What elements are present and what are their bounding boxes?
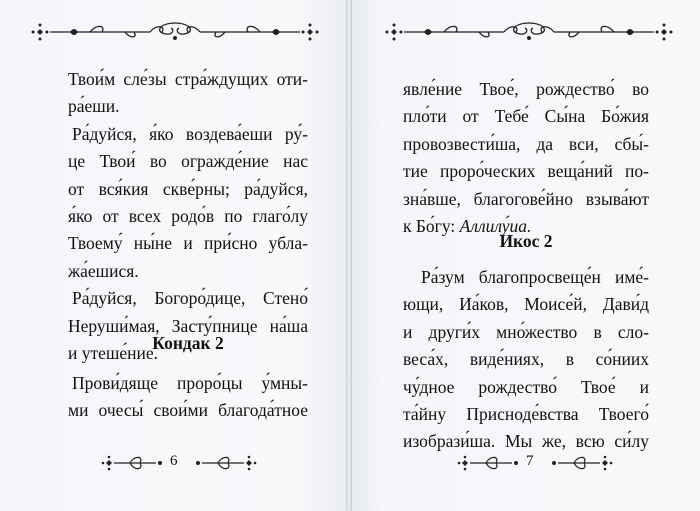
text-line: явле́ние Твое́, рождество́ во (403, 79, 649, 99)
right-body-text-2 (403, 264, 649, 456)
text-line: Прови́дяще проро́цы у́мны- (72, 373, 308, 393)
text-line: та́йну Присноде́вства Твоего́ (403, 404, 649, 425)
text-line: Ра́дуйся, я́ко воздева́еши ру́- (72, 123, 308, 144)
text-line: я́ко от всех родо́в по глаго́лу (68, 206, 308, 227)
top-ornament-icon (30, 20, 320, 44)
top-ornament-icon (384, 20, 674, 44)
text-line: це Твои́ во огражде́ние нас (68, 151, 308, 172)
left-body-text-2 (68, 370, 308, 425)
bottom-ornament-icon (544, 452, 614, 476)
alleluia-text: Аллилу́иа. (459, 216, 532, 237)
right-page (348, 0, 700, 511)
page-number: 6 (170, 453, 178, 469)
text-line: веса́х, виде́ниях, в со́ниих (403, 349, 649, 370)
left-page (0, 0, 348, 511)
ikos-heading: Икос 2 (499, 231, 553, 251)
left-body-text (68, 66, 308, 367)
bottom-ornament-icon (456, 452, 526, 476)
bottom-ornament-icon (188, 452, 258, 476)
text-line: жа́ешися. (68, 260, 139, 281)
bottom-ornament-icon (100, 452, 170, 476)
text-line: ми очесы́ свои́ми благода́тное (68, 400, 308, 421)
right-body-text (403, 76, 649, 240)
text-line: ра́еши. (68, 96, 120, 117)
text-line: тие проро́ческих веща́ний по- (403, 161, 649, 182)
text-line: чу́дное рождество́ Твое́ и (403, 376, 649, 397)
text-line: Ра́зум благопросвеще́н име́- (421, 267, 649, 287)
text-line: Твоему́ ны́не и при́сно убла- (68, 233, 308, 254)
text-line: зна́вше, благогове́йно взыва́ют (403, 188, 649, 209)
text-line: Твои́м сле́зы стра́ждущих оти- (68, 69, 308, 89)
text-line: и други́х мно́жество в сло- (403, 321, 649, 342)
text-line: от вся́кия скве́рны; ра́дуйся, (68, 178, 308, 199)
text-line: и утеше́ние. (68, 343, 159, 364)
text-line: пло́ти от Тебе́ Сы́на Бо́жия (403, 106, 649, 127)
page-number: 7 (526, 453, 534, 469)
book-gutter (346, 0, 352, 511)
text-line: Неруши́мая, Засту́пнице на́ша (68, 315, 308, 336)
text-line: Ра́дуйся, Богоро́дице, Стено́ (72, 288, 308, 309)
text-line: провозвести́ша, да вси, сбы́- (403, 133, 649, 154)
kondak-heading: Кондак 2 (152, 333, 224, 353)
text-line: изобрази́ша. Мы же, всю си́лу (403, 431, 649, 452)
text-fragment: к Бо́гу: (403, 216, 456, 237)
text-line: ющи, Иа́ков, Моисе́й, Дави́д (403, 294, 649, 315)
